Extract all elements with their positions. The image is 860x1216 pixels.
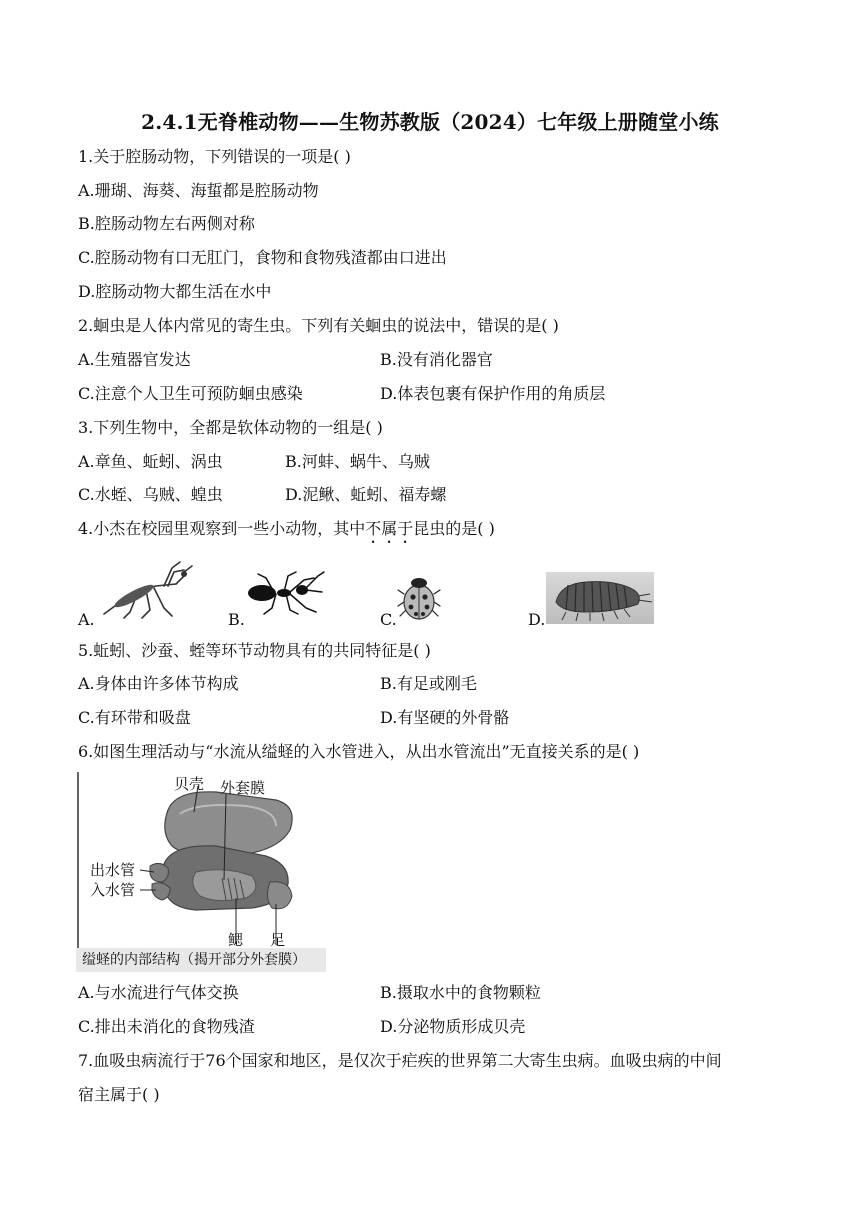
question-2-option-b: B.没有消化器官 bbox=[380, 350, 493, 369]
question-5-option-a: A.身体由许多体节构成 bbox=[78, 674, 239, 693]
question-3-option-d: D.泥鳅、蚯蚓、福寿螺 bbox=[285, 485, 447, 504]
figure-label-foot: 足 bbox=[270, 931, 286, 949]
razor-clam-figure bbox=[76, 772, 326, 972]
mantis-image bbox=[94, 556, 194, 624]
question-4-option-a: A. bbox=[78, 610, 95, 629]
question-7-stem-line-1: 7.血吸虫病流行于76个国家和地区，是仅次于疟疾的世界第二大寄生虫病。血吸虫病的中间 bbox=[78, 1051, 722, 1070]
question-4-stem-before: 4.小杰在校园里观察到一些小动物，其中 bbox=[78, 519, 366, 538]
question-5-option-c: C.有环带和吸盘 bbox=[78, 708, 191, 727]
question-2-option-a: A.生殖器官发达 bbox=[78, 350, 191, 369]
question-1-option-a: A.珊瑚、海葵、海蜇都是腔肠动物 bbox=[78, 181, 319, 200]
question-5-option-d: D.有坚硬的外骨骼 bbox=[380, 708, 510, 727]
question-4-stem-after: 昆虫的是( ) bbox=[413, 519, 495, 538]
ladybug-image bbox=[396, 570, 442, 624]
question-6-option-c: C.排出未消化的食物残渣 bbox=[78, 1017, 255, 1036]
question-3-stem: 3.下列生物中，全都是软体动物的一组是( ) bbox=[78, 418, 383, 437]
question-1-option-d: D.腔肠动物大都生活在水中 bbox=[78, 282, 272, 301]
question-4-option-b: B. bbox=[228, 610, 245, 629]
question-1-option-b: B.腔肠动物左右两侧对称 bbox=[78, 214, 255, 233]
question-4-stem bbox=[78, 518, 495, 547]
question-2-stem: 2.蛔虫是人体内常见的寄生虫。下列有关蛔虫的说法中，错误的是( ) bbox=[78, 316, 559, 335]
figure-label-mantle: 外套膜 bbox=[220, 779, 266, 797]
question-6-option-a: A.与水流进行气体交换 bbox=[78, 983, 239, 1002]
question-4-option-c: C. bbox=[380, 610, 397, 629]
question-3-option-a: A.章鱼、蚯蚓、涡虫 bbox=[78, 452, 223, 471]
question-7-stem-line-2: 宿主属于( ) bbox=[78, 1085, 160, 1104]
question-3-option-b: B.河蚌、蜗牛、乌贼 bbox=[285, 452, 430, 471]
figure-label-excurrent-siphon: 出水管 bbox=[90, 861, 136, 879]
figure-label-incurrent-siphon: 入水管 bbox=[90, 881, 136, 899]
figure-label-shell: 贝壳 bbox=[174, 775, 205, 793]
question-6-stem: 6.如图生理活动与“水流从缢蛏的入水管进入，从出水管流出”无直接关系的是( ) bbox=[78, 742, 640, 761]
question-6-option-d: D.分泌物质形成贝壳 bbox=[380, 1017, 526, 1036]
question-2-option-d: D.体表包裹有保护作用的角质层 bbox=[380, 384, 606, 403]
question-4-stem-emphasis: 不属于 bbox=[365, 519, 414, 538]
woodlouse-image bbox=[546, 572, 654, 624]
question-2-option-c: C.注意个人卫生可预防蛔虫感染 bbox=[78, 384, 303, 403]
figure-caption: 缢蛏的内部结构（揭开部分外套膜） bbox=[82, 952, 306, 968]
question-3-option-c: C.水蛭、乌贼、蝗虫 bbox=[78, 485, 223, 504]
question-6-option-b: B.摄取水中的食物颗粒 bbox=[380, 983, 541, 1002]
figure-label-gill: 鳃 bbox=[228, 931, 244, 949]
ant-image bbox=[244, 568, 326, 618]
question-5-stem: 5.蚯蚓、沙蚕、蛭等环节动物具有的共同特征是( ) bbox=[78, 641, 431, 660]
question-4-option-d: D. bbox=[528, 610, 546, 629]
question-1-option-c: C.腔肠动物有口无肛门，食物和食物残渣都由口进出 bbox=[78, 248, 447, 267]
question-5-option-b: B.有足或刚毛 bbox=[380, 674, 477, 693]
page-title: 2.4.1无脊椎动物——生物苏教版（2024）七年级上册随堂小练 bbox=[141, 110, 719, 134]
question-1-stem: 1.关于腔肠动物，下列错误的一项是( ) bbox=[78, 147, 351, 166]
